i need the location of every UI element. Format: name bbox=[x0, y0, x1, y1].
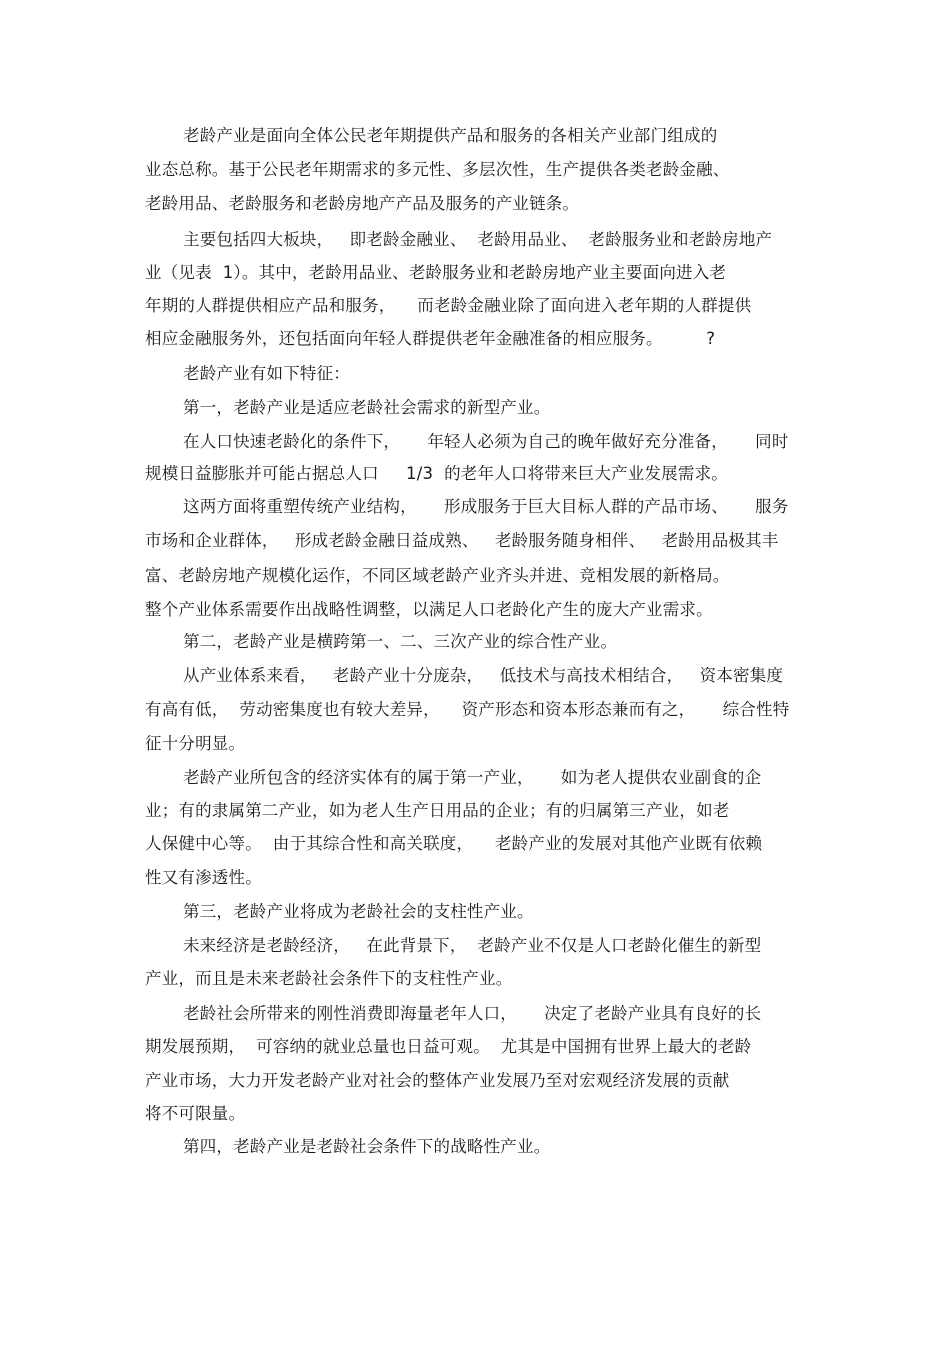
text-line: 主要包括四大板块， 即老龄金融业、 老龄用品业、 老龄服务业和老龄房地产 bbox=[183, 230, 773, 249]
text-line: 整个产业体系需要作出战略性调整，以满足人口老龄化产生的庞大产业需求。 bbox=[145, 600, 713, 619]
text-line: 第一，老龄产业是适应老龄社会需求的新型产业。 bbox=[183, 398, 551, 417]
text-line: 产业市场，大力开发老龄产业对社会的整体产业发展乃至对宏观经济发展的贡献 bbox=[145, 1071, 730, 1090]
text-line: 富、老龄房地产规模化运作，不同区域老龄产业齐头并进、竞相发展的新格局。 bbox=[145, 566, 730, 585]
text-line: 这两方面将重塑传统产业结构， 形成服务于巨大目标人群的产品市场、 服务 bbox=[183, 497, 789, 516]
text-line: 年期的人群提供相应产品和服务， 而老龄金融业除了面向进入老年期的人群提供 bbox=[145, 296, 752, 315]
text-line: 征十分明显。 bbox=[145, 734, 246, 753]
text-line: 业；有的隶属第二产业，如为老人生产日用品的企业；有的归属第三产业，如老 bbox=[145, 801, 730, 820]
text-line: 期发展预期， 可容纳的就业总量也日益可观。 尤其是中国拥有世界上最大的老龄 bbox=[145, 1037, 752, 1056]
text-line: 第二，老龄产业是横跨第一、二、三次产业的综合性产业。 bbox=[183, 632, 618, 651]
text-line: 在人口快速老龄化的条件下， 年轻人必须为自己的晚年做好充分准备， 同时 bbox=[183, 432, 789, 451]
text-line: 老龄产业是面向全体公民老年期提供产品和服务的各相关产业部门组成的 bbox=[183, 126, 718, 145]
text-line: 业（见表 1）。其中，老龄用品业、老龄服务业和老龄房地产业主要面向进入老 bbox=[145, 263, 727, 282]
text-line: 老龄社会所带来的刚性消费即海量老年人口， 决定了老龄产业具有良好的长 bbox=[183, 1004, 762, 1023]
text-line: 从产业体系来看， 老龄产业十分庞杂， 低技术与高技术相结合， 资本密集度 bbox=[183, 666, 784, 685]
text-line: 市场和企业群体， 形成老龄金融日益成熟、 老龄服务随身相伴、 老龄用品极其丰 bbox=[145, 531, 779, 550]
text-line: 老龄产业有如下特征： bbox=[183, 364, 350, 383]
text-line: 人保健中心等。 由于其综合性和高关联度， 老龄产业的发展对其他产业既有依赖 bbox=[145, 834, 763, 853]
text-line: 产业，而且是未来老龄社会条件下的支柱性产业。 bbox=[145, 969, 513, 988]
text-line: 第四，老龄产业是老龄社会条件下的战略性产业。 bbox=[183, 1137, 551, 1156]
text-line: 老龄用品、老龄服务和老龄房地产产品及服务的产业链条。 bbox=[145, 194, 580, 213]
text-line: 将不可限量。 bbox=[145, 1104, 246, 1123]
text-line: 第三，老龄产业将成为老龄社会的支柱性产业。 bbox=[183, 902, 534, 921]
text-line: 老龄产业所包含的经济实体有的属于第一产业， 如为老人提供农业副食的企 bbox=[183, 768, 762, 787]
text-line: 性又有渗透性。 bbox=[145, 868, 262, 887]
text-line: 未来经济是老龄经济， 在此背景下， 老龄产业不仅是人口老龄化催生的新型 bbox=[183, 936, 762, 955]
text-line: 业态总称。基于公民老年期需求的多元性、多层次性，生产提供各类老龄金融、 bbox=[145, 160, 730, 179]
text-line: 有高有低， 劳动密集度也有较大差异， 资产形态和资本形态兼而有之， 综合性特 bbox=[145, 700, 790, 719]
text-line: 相应金融服务外，还包括面向年轻人群提供老年金融准备的相应服务。 ? bbox=[145, 329, 716, 348]
text-line: 规模日益膨胀并可能占据总人口 1/3 的老年人口将带来巨大产业发展需求。 bbox=[145, 464, 728, 483]
